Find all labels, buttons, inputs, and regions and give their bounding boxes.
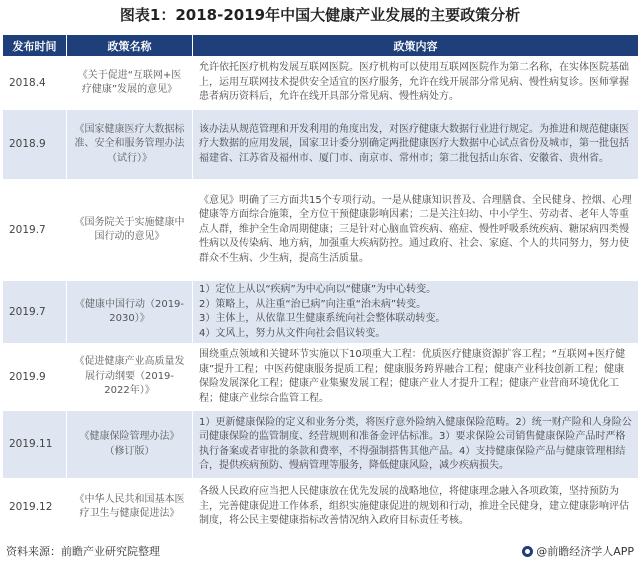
row-policy-content: 各级人民政府应当把人民健康放在优先发展的战略地位，将健康理念融入各项政策，坚持预防为主，完善健康促进工作体系，组织实施健康促进的规划和行动，推进全民健身，建立健康影响评估制度，将公民主要健康指标改善情况纳入政府目标责任考核。	[193, 479, 639, 536]
table-row	[3, 479, 639, 536]
row-policy-content: 围绕重点领域和关键环节实施以下10项重大工程：优质医疗健康资源扩容工程；“互联网+医疗健康”提升工程；中医药健康服务提质工程；健康服务跨界融合工程；健康产业科技创新工程；健康保险发展深化工程；健康产业集聚发展工程；健康产业人才提升工程；健康产业营商环境优化工程；健康产业综合监管工程。	[193, 344, 639, 411]
table-row	[3, 344, 639, 411]
row-policy-content: 1）更新健康保险的定义和业务分类，将医疗意外险纳入健康保险范畴。2）统一财产险和人身险公司健康保险的监管制度、经营规则和准备金评估标准。3）要求保险公司销售健康保险产品时严格执行备案或者审批的条款和费率，不得强制搭售其他产品。4）支持健康保险产品与健康管理相结合，提供疾病预防、慢病管理等服务，降低健康风险，减少疾病损失。	[193, 411, 639, 479]
row-date: 2019.7	[3, 281, 67, 344]
chart-title: 图表1：2018-2019年中国大健康产业发展的主要政策分析	[119, 6, 521, 24]
row-policy-name: 《健康保险管理办法》（修订版）	[67, 411, 193, 479]
qianzhan-logo-icon	[522, 546, 533, 557]
brand-text: @前瞻经济学人APP	[536, 545, 634, 558]
header-policy-name: 政策名称	[67, 35, 193, 57]
row-policy-name: 《中华人民共和国基本医疗卫生与健康促进法》	[67, 479, 193, 536]
table-row	[3, 281, 639, 344]
table-row	[3, 411, 639, 479]
row-date: 2018.4	[3, 57, 67, 110]
header-policy-content: 政策内容	[193, 35, 639, 57]
row-date: 2019.9	[3, 344, 67, 411]
row-policy-name: 《促进健康产业高质量发展行动纲要（2019-2022年）》	[67, 344, 193, 411]
table-header-row	[3, 35, 639, 57]
table-row	[3, 57, 639, 110]
header-date: 发布时间	[3, 35, 67, 57]
row-policy-content: 允许依托医疗机构发展互联网医院。医疗机构可以使用互联网医院作为第二名称，在实体医院基础上，运用互联网技术提供安全适宜的医疗服务，允许在线开展部分常见病、慢性病复诊。医师掌握患者病历资料后，允许在线开具部分常见病、慢性病处方。	[193, 57, 639, 110]
brand-credit	[522, 543, 634, 559]
row-policy-name: 《国家健康医疗大数据标准、安全和服务管理办法（试行）》	[67, 110, 193, 180]
row-policy-name: 《健康中国行动（2019-2030）》	[67, 281, 193, 344]
table-row	[3, 110, 639, 180]
row-policy-content: 1）定位上从以“疾病”为中心向以“健康”为中心转变。 2）策略上，从注重“治已病”向注重“治未病”转变。 3）主体上，从依靠卫生健康系统向社会整体联动转变。 4）文风上，努力从文件向社会倡议转变。	[193, 281, 639, 344]
row-date: 2019.12	[3, 479, 67, 536]
row-date: 2019.11	[3, 411, 67, 479]
row-policy-name: 《国务院关于实施健康中国行动的意见》	[67, 180, 193, 281]
source-note: 资料来源：前瞻产业研究院整理	[6, 545, 160, 558]
policy-table	[2, 34, 639, 536]
row-policy-content: 该办法从规范管理和开发利用的角度出发，对医疗健康大数据行业进行规定。为推进和规范健康医疗大数据的应用发展，国家卫计委分别确定两批健康医疗大数据中心试点省份及城市，第一批包括福建省、江苏省及福州市、厦门市、南京市、常州市；第二批包括山东省、安徽省、贵州省。	[193, 110, 639, 180]
row-date: 2019.7	[3, 180, 67, 281]
row-policy-content: 《意见》明确了三方面共15个专项行动。一是从健康知识普及、合理膳食、全民健身、控烟、心理健康等方面综合施策，全方位干预健康影响因素；二是关注妇幼、中小学生、劳动者、老年人等重点人群，维护全生命周期健康；三是针对心脑血管疾病、癌症、慢性呼吸系统疾病、糖尿病四类慢性病以及传染病、地方病，加强重大疾病防控。通过政府、社会、家庭、个人的共同努力，努力使群众不生病、少生病，提高生活质量。	[193, 180, 639, 281]
row-policy-name: 《关于促进“互联网+医疗健康”发展的意见》	[67, 57, 193, 110]
row-date: 2018.9	[3, 110, 67, 180]
table-row	[3, 180, 639, 281]
